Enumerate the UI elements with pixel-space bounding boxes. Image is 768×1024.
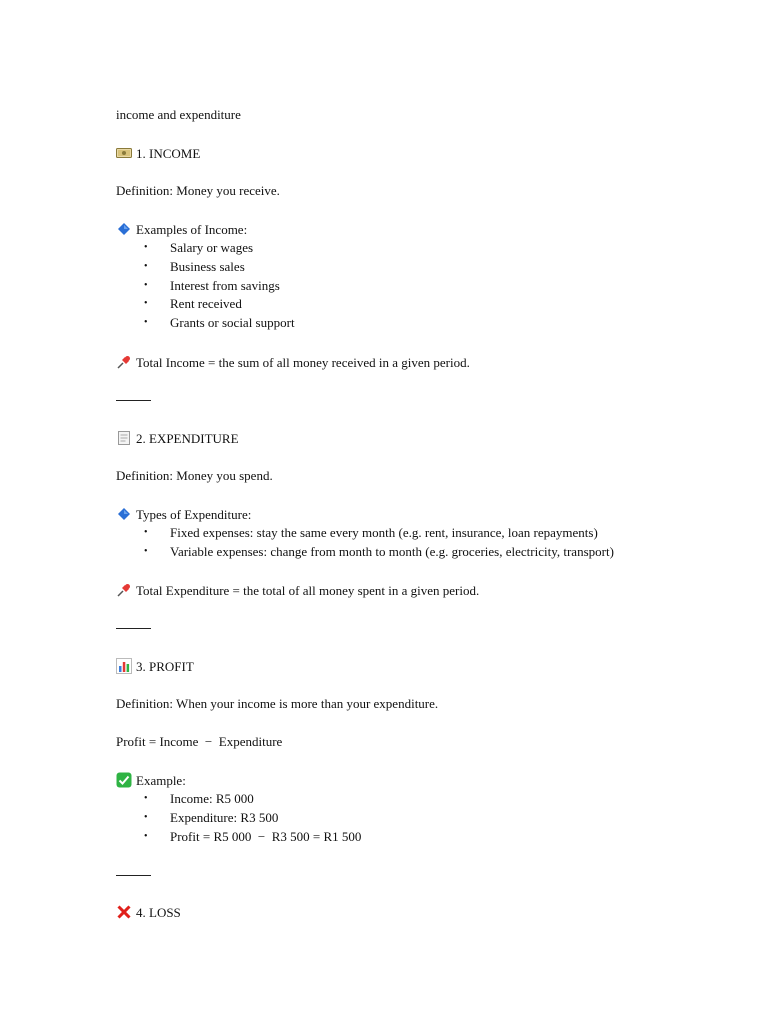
- profit-example-title-text: Example:: [136, 773, 186, 788]
- document-title: income and expenditure: [116, 107, 241, 122]
- profit-formula: Profit = Income − Expenditure: [116, 734, 283, 749]
- blue-diamond-icon: [116, 506, 132, 522]
- divider: [116, 628, 151, 629]
- expenditure-types-title-text: Types of Expenditure:: [136, 507, 252, 522]
- divider: [116, 400, 151, 401]
- blue-diamond-icon: [116, 221, 132, 237]
- income-examples-title: [116, 221, 247, 237]
- list-item: • Business sales: [144, 259, 245, 274]
- receipt-icon: [116, 430, 132, 446]
- expenditure-definition: Definition: Money you spend.: [116, 468, 273, 483]
- divider: [116, 875, 151, 876]
- list-item: • Fixed expenses: stay the same every month (e.g. rent, insurance, loan repayments): [144, 525, 598, 540]
- check-mark-icon: [116, 772, 132, 788]
- list-item: • Interest from savings: [144, 278, 280, 293]
- income-definition: Definition: Money you receive.: [116, 183, 280, 198]
- profit-heading-text: 3. PROFIT: [136, 659, 194, 674]
- pushpin-icon: [116, 582, 132, 598]
- list-item: • Salary or wages: [144, 240, 254, 255]
- income-heading-text: 1. INCOME: [136, 146, 201, 161]
- list-item: • Income: R5 000: [144, 791, 254, 806]
- expenditure-types-title: [116, 506, 251, 522]
- income-examples-title-text: Examples of Income:: [136, 222, 248, 237]
- income-total: [116, 354, 470, 370]
- expenditure-heading: [116, 430, 239, 446]
- list-item: • Profit = R5 000 − R3 500 = R1 500: [144, 829, 362, 844]
- expenditure-total: [116, 582, 479, 598]
- money-icon: [116, 145, 132, 161]
- income-total-text: Total Income = the sum of all money received in a given period.: [136, 355, 470, 370]
- cross-mark-icon: [116, 904, 132, 920]
- pushpin-icon: [116, 354, 132, 370]
- list-item: • Expenditure: R3 500: [144, 810, 279, 825]
- expenditure-total-text: Total Expenditure = the total of all money spent in a given period.: [136, 583, 480, 598]
- list-item: • Grants or social support: [144, 315, 295, 330]
- loss-heading-text: 4. LOSS: [136, 905, 181, 920]
- profit-example-title: [116, 772, 186, 788]
- list-item: • Variable expenses: change from month to month (e.g. groceries, electricity, transport): [144, 544, 614, 559]
- bar-chart-icon: [116, 658, 132, 674]
- loss-heading: [116, 904, 181, 920]
- income-heading: [116, 145, 200, 161]
- list-item: • Rent received: [144, 296, 242, 311]
- expenditure-heading-text: 2. EXPENDITURE: [136, 431, 239, 446]
- profit-heading: [116, 658, 194, 674]
- profit-definition: Definition: When your income is more than your expenditure.: [116, 696, 439, 711]
